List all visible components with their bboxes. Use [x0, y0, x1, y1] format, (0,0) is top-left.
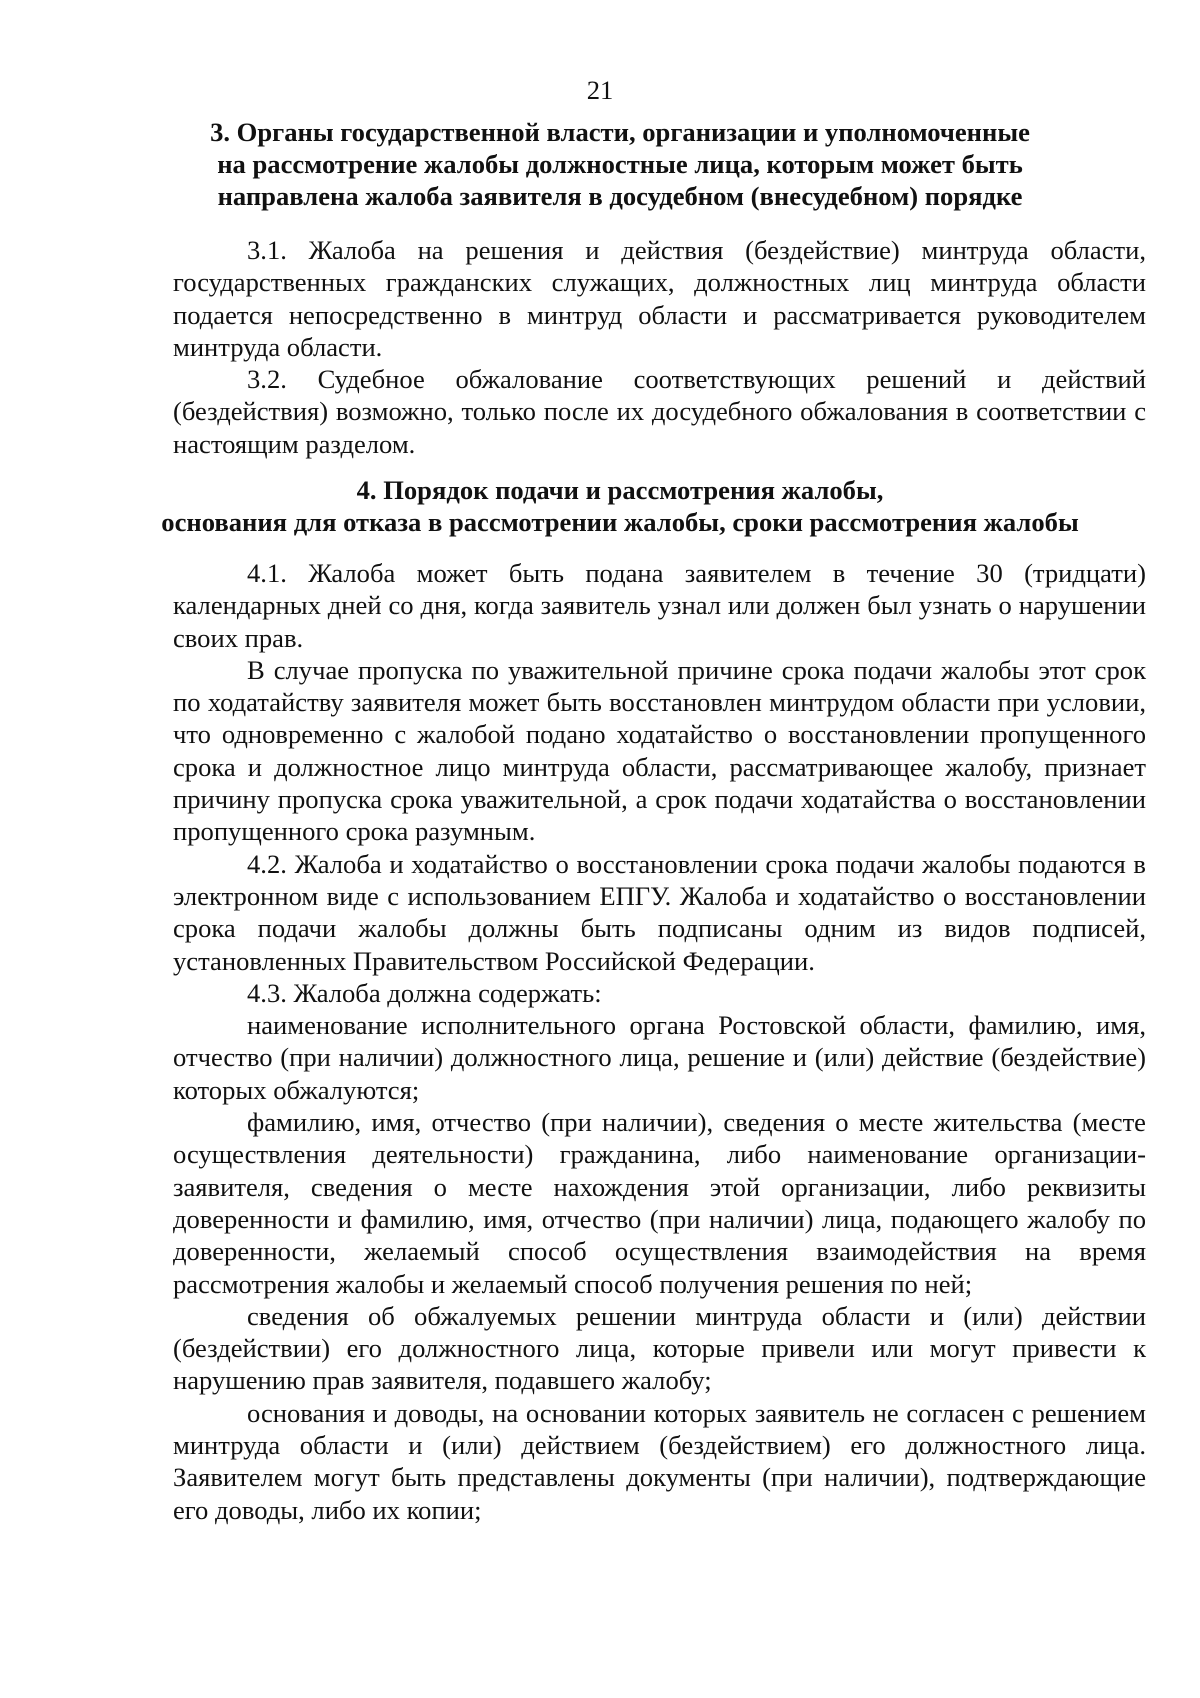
list-item-applicant-details: фамилию, имя, отчество (при наличии), сведения о месте жительства (месте осуществления деятельности) гражданина, либо наименование организации-заявителя, сведения о месте нахождения этой организации, либо реквизиты доверенности и фамилию, имя, отчество (при наличии) лица, подающего жалобу по доверенности, желаемый способ осуществления взаимодействия на время рассмотрения жалобы и желаемый способ получения решения по ней; — [173, 1107, 1146, 1299]
section-3-heading-line: направлена жалоба заявителя в досудебном (внесудебном) порядке — [217, 181, 1023, 212]
list-item-appealed-decision: сведения об обжалуемых решении минтруда области и (или) действии (бездействии) его должностного лица, которые привели или могут привести к нарушению прав заявителя, подавшего жалобу; — [173, 1300, 1146, 1396]
paragraph-deadline-restoration: В случае пропуска по уважительной причине срока подачи жалобы этот срок по ходатайству заявителя может быть восстановлен минтрудом области при условии, что одновременно с жалобой подано ходатайство о восстановлении пропущенного срока и должностное лицо минтруда области, рассматривающее жалобу, признает причину пропуска срока уважительной, а срок подачи ходатайства о восстановлении пропущенного срока разумным. — [173, 654, 1146, 847]
paragraph-4-1: 4.1. Жалоба может быть подана заявителем в течение 30 (тридцати) календарных дней со дня, когда заявитель узнал или должен был узнать о нарушении своих прав. — [173, 558, 1146, 653]
paragraph-4-3: 4.3. Жалоба должна содержать: — [247, 977, 602, 1008]
paragraph-4-2: 4.2. Жалоба и ходатайство о восстановлении срока подачи жалобы подаются в электронном виде с использованием ЕПГУ. Жалоба и ходатайство о восстановлении срока подачи жалобы должны быть подписаны одним из видов подписей, установленных Правительством Российской Федерации. — [173, 848, 1146, 976]
section-3-body — [173, 234, 1146, 460]
section-3-heading — [160, 116, 1080, 213]
list-item-authority-name: наименование исполнительного органа Ростовской области, фамилию, имя, отчество (при наличии) должностного лица, решение и (или) действие (бездействие) которых обжалуются; — [173, 1010, 1146, 1105]
paragraph-3-1: 3.1. Жалоба на решения и действия (бездействие) минтруда области, государственных гражданских служащих, должностных лиц минтруда области подается непосредственно в минтруд области и рассматривается руководителем минтруда области. — [173, 235, 1146, 362]
section-4-heading-line: основания для отказа в рассмотрении жалобы, сроки рассмотрения жалобы — [161, 507, 1079, 538]
section-4-heading — [160, 474, 1080, 538]
section-3-heading-line: 3. Органы государственной власти, организации и уполномоченные — [210, 117, 1030, 147]
section-3-heading-line: на рассмотрение жалобы должностные лица, которым может быть — [217, 149, 1023, 180]
list-item-grounds: основания и доводы, на основании которых заявитель не согласен с решением минтруда области и (или) действием (бездействием) его должностного лица. Заявителем могут быть представлены документы (при наличии), подтверждающие его доводы, либо их копии; — [173, 1397, 1146, 1525]
page-number: 21 — [586, 75, 614, 105]
paragraph-3-2: 3.2. Судебное обжалование соответствующих решений и действий (бездействия) возможно, только после их досудебного обжалования в соответствии с настоящим разделом. — [173, 364, 1146, 459]
section-4-body — [173, 557, 1146, 1526]
section-4-heading-line: 4. Порядок подачи и рассмотрения жалобы, — [356, 475, 884, 505]
